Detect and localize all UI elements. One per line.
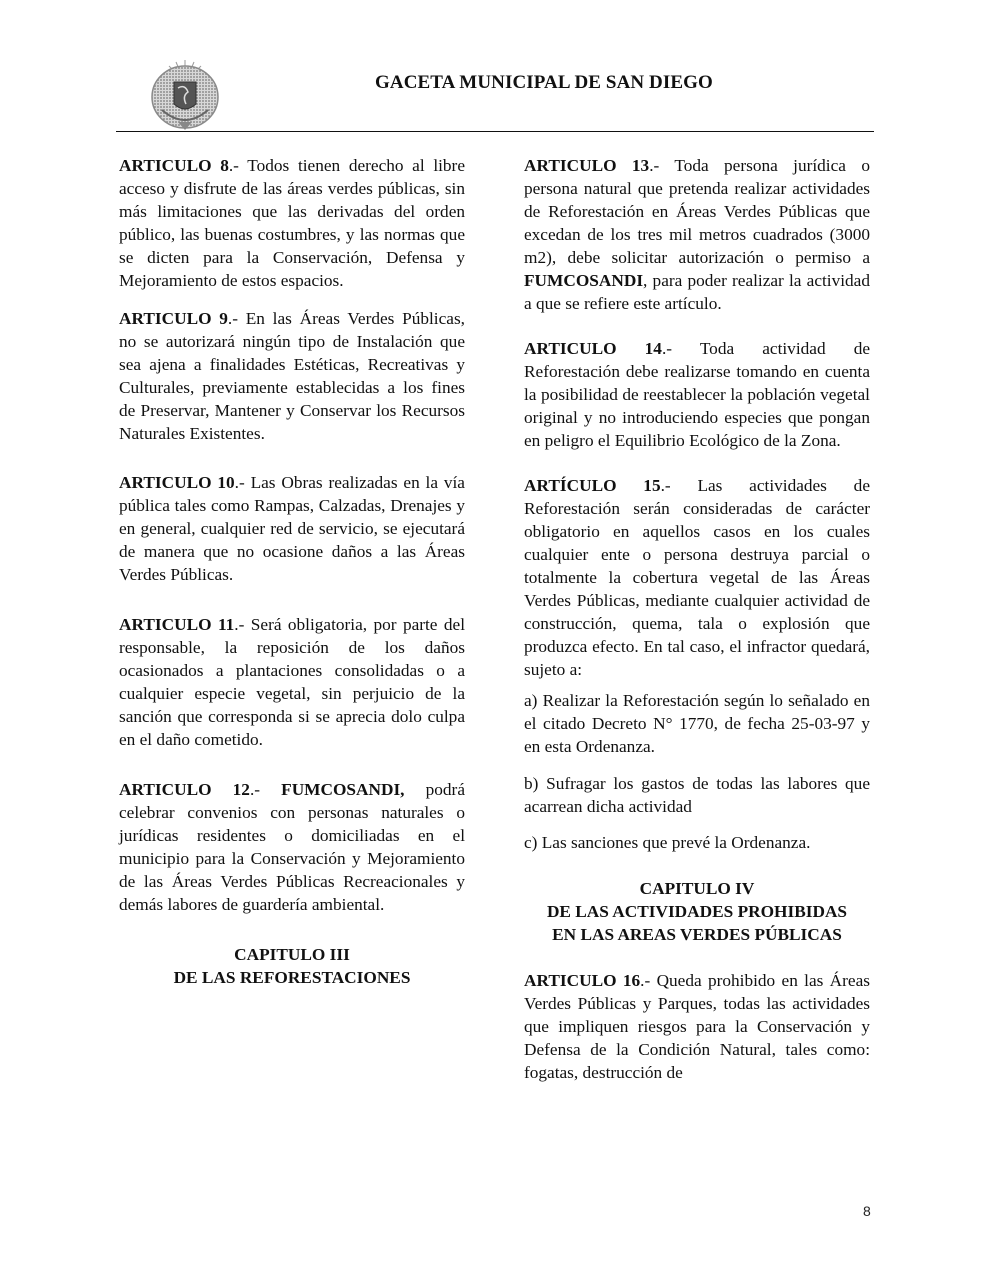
article-10-label: ARTICULO 10 — [119, 473, 235, 492]
left-column — [119, 154, 465, 989]
header-divider — [116, 131, 874, 132]
article-9-text: En las Áreas Verdes Públicas, no se autorizará ningún tipo de Instalación que sea ajena a finalidades Estéticas, Recreativas y Culturales, previamente establecidas a los fines de Preservar, Mantener y Conservar los Recursos Naturales Existentes. — [119, 309, 465, 443]
article-13-separator: .- — [649, 156, 675, 175]
article-12-entity: FUMCOSANDI, — [281, 780, 405, 799]
article-11-text: Será obligatoria, por parte del responsable, la reposición de los daños ocasionados a plantaciones consolidadas o a cualquier especie vegetal, sin perjuicio de la sanción que corresponda si se aprecia dolo culpa en el daño cometido. — [119, 615, 466, 749]
article-15-label: ARTÍCULO 15 — [524, 476, 661, 495]
article-11-separator: .- — [234, 615, 251, 634]
page-header — [0, 0, 990, 135]
article-15-text: Las actividades de Reforestación serán consideradas de carácter obligatorio en aquellos casos en los cuales cualquier ente o persona destruya parcial o totalmente la cobertura vegetal de las Áreas Verdes Públicas, mediante cualquier actividad de construcción, quema, tala o explosión que produzca efecto. En tal caso, el infractor quedará, sujeto a: — [524, 476, 870, 679]
gazette-title: GACETA MUNICIPAL DE SAN DIEGO — [375, 72, 713, 93]
article-8-text: Todos tienen derecho al libre acceso y disfrute de las áreas verdes públicas, sin más limitaciones que las derivadas del orden público, las buenas costumbres, y las normas que se dicten para la Conservación, Defensa y Mejoramiento de estos espacios. — [119, 156, 465, 290]
article-8-label: ARTICULO 8 — [119, 156, 229, 175]
article-9-separator: .- — [227, 309, 246, 328]
article-12-label: ARTICULO 12 — [119, 780, 250, 799]
article-15-separator: .- — [660, 476, 698, 495]
article-16-label: ARTICULO 16 — [524, 971, 641, 990]
article-13 — [524, 154, 870, 315]
chapter-4-title-line2: EN LAS AREAS VERDES PÚBLICAS — [552, 925, 842, 944]
article-15-item-a: a) Realizar la Reforestación según lo señalado en el citado Decreto N° 1770, de fecha 25-03-97 y en esta Ordenanza. — [524, 691, 870, 756]
chapter-3-title: DE LAS REFORESTACIONES — [173, 968, 411, 987]
chapter-4-heading — [524, 877, 870, 946]
chapter-4-number: CAPITULO IV — [639, 879, 755, 898]
article-10 — [119, 471, 465, 586]
article-14 — [524, 337, 870, 452]
article-8-separator: .- — [228, 156, 248, 175]
article-12 — [119, 778, 465, 916]
article-13-text-before: Toda persona jurídica o persona natural que pretenda realizar actividades de Reforestación en Áreas Verdes Públicas que excedan de los tres mil metros cuadrados (3000 m2), debe solicitar autorización o permiso a — [524, 156, 870, 267]
chapter-3-heading — [119, 943, 465, 989]
article-10-separator: .- — [234, 473, 251, 492]
article-9-label: ARTICULO 9 — [119, 309, 228, 328]
article-14-text: Toda actividad de Reforestación debe realizarse tomando en cuenta la posibilidad de reestablecer la población vegetal original y no introduciendo especies que pongan en peligro el Equilibrio Ecológico de la Zona. — [524, 339, 871, 450]
page-number: 8 — [863, 1203, 871, 1219]
article-15 — [524, 474, 870, 681]
article-13-text-after: , para poder realizar la actividad a que se refiere este artículo. — [524, 271, 870, 313]
article-10-text: Las Obras realizadas en la vía pública tales como Rampas, Calzadas, Drenajes y en general, cualquier red de servicio, se ejecutará de manera que no ocasione daños a las Áreas Verdes Públicas. — [119, 473, 465, 584]
article-11-label: ARTICULO 11 — [119, 615, 235, 634]
article-13-entity: FUMCOSANDI — [524, 271, 644, 290]
article-12-text: podrá celebrar convenios con personas naturales o jurídicas residentes o domiciliadas en el municipio para la Conservación y Mejoramiento de las Áreas Verdes Públicas Recreacionales y demás labores de guardería ambiental. — [119, 780, 465, 914]
chapter-4-title-line1: DE LAS ACTIVIDADES PROHIBIDAS — [546, 902, 848, 921]
municipal-seal-icon — [148, 58, 222, 132]
article-12-separator: .- — [249, 780, 282, 799]
chapter-3-number: CAPITULO III — [234, 945, 350, 964]
article-15-item-c: c) Las sanciones que prevé la Ordenanza. — [524, 833, 811, 852]
article-9 — [119, 307, 465, 445]
article-16 — [524, 969, 870, 1084]
right-column — [524, 154, 870, 1084]
article-11 — [119, 613, 465, 751]
article-16-text: Queda prohibido en las Áreas Verdes Públicas y Parques, todas las actividades que impliquen riesgos para la Conservación y Defensa de la Condición Natural, tales como: fogatas, destrucción de — [524, 971, 870, 1082]
article-14-label: ARTICULO 14 — [524, 339, 662, 358]
article-16-separator: .- — [640, 971, 657, 990]
article-15-item-b: b) Sufragar los gastos de todas las labores que acarrean dicha actividad — [524, 774, 870, 816]
article-8 — [119, 154, 465, 292]
article-14-separator: .- — [661, 339, 700, 358]
article-13-label: ARTICULO 13 — [524, 156, 650, 175]
